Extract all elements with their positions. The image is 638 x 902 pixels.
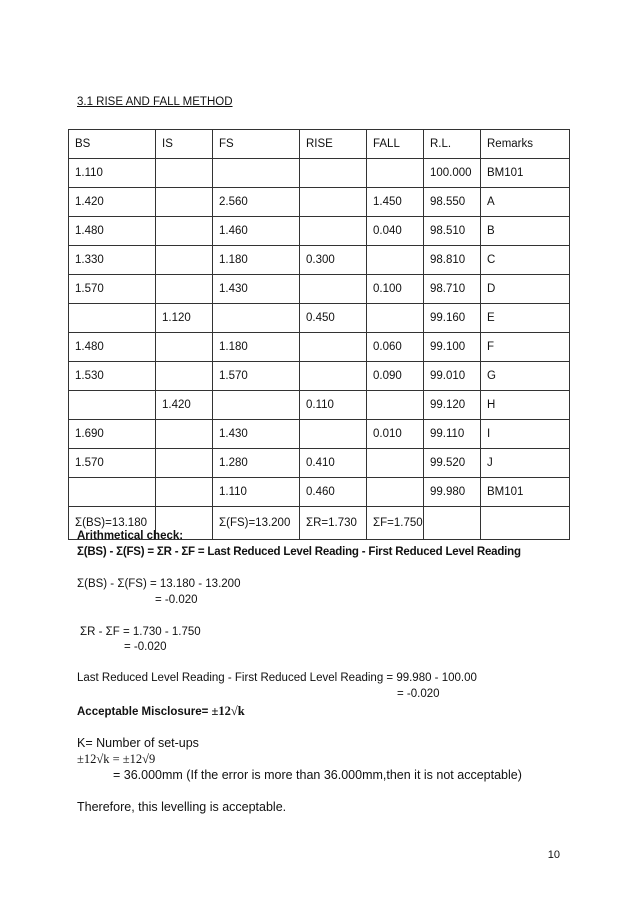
table-cell: 0.110 xyxy=(300,391,367,420)
table-cell: 1.480 xyxy=(69,217,156,246)
table-cell xyxy=(367,159,424,188)
table-cell: 99.160 xyxy=(424,304,481,333)
table-cell xyxy=(69,478,156,507)
table-cell: 1.120 xyxy=(156,304,213,333)
table-cell: 1.330 xyxy=(69,246,156,275)
table-cell xyxy=(156,246,213,275)
table-cell: F xyxy=(481,333,570,362)
table-cell xyxy=(156,275,213,304)
table-cell: FS xyxy=(213,130,300,159)
table-cell xyxy=(69,304,156,333)
table-cell: ΣF=1.750 xyxy=(367,507,424,540)
table-cell xyxy=(156,217,213,246)
table-cell: I xyxy=(481,420,570,449)
k-definition: K= Number of set-ups xyxy=(77,736,199,750)
table-cell xyxy=(300,333,367,362)
table-cell: 99.110 xyxy=(424,420,481,449)
table-cell xyxy=(367,391,424,420)
table-cell: 99.980 xyxy=(424,478,481,507)
table-cell: 2.560 xyxy=(213,188,300,217)
bs-fs-result: = -0.020 xyxy=(155,594,198,606)
reduced-level-result: = -0.020 xyxy=(397,688,440,700)
table-cell: 0.300 xyxy=(300,246,367,275)
table-row xyxy=(69,159,570,188)
table-cell: B xyxy=(481,217,570,246)
table-cell: 1.690 xyxy=(69,420,156,449)
table-cell xyxy=(213,391,300,420)
table-cell xyxy=(156,159,213,188)
table-cell: 99.100 xyxy=(424,333,481,362)
table-cell xyxy=(156,188,213,217)
table-cell: A xyxy=(481,188,570,217)
table-cell: C xyxy=(481,246,570,275)
table-cell: 1.450 xyxy=(367,188,424,217)
table-cell xyxy=(156,420,213,449)
table-cell: FALL xyxy=(367,130,424,159)
table-cell: 0.010 xyxy=(367,420,424,449)
table-row xyxy=(69,333,570,362)
table-cell: BM101 xyxy=(481,478,570,507)
table-cell: 1.420 xyxy=(156,391,213,420)
table-cell: 0.410 xyxy=(300,449,367,478)
result-line: = 36.000mm (If the error is more than 36.000mm,then it is not acceptable) xyxy=(113,768,522,782)
table-cell xyxy=(481,507,570,540)
table-cell: D xyxy=(481,275,570,304)
table-cell: 1.570 xyxy=(213,362,300,391)
table-cell: 1.280 xyxy=(213,449,300,478)
conclusion: Therefore, this levelling is acceptable. xyxy=(77,800,287,814)
table-row xyxy=(69,362,570,391)
table-row xyxy=(69,246,570,275)
table-cell: H xyxy=(481,391,570,420)
table-row xyxy=(69,188,570,217)
table-cell xyxy=(367,478,424,507)
table-cell: RISE xyxy=(300,130,367,159)
table-cell xyxy=(69,391,156,420)
table-cell: Σ(FS)=13.200 xyxy=(213,507,300,540)
table-cell xyxy=(156,362,213,391)
table-cell: R.L. xyxy=(424,130,481,159)
table-cell xyxy=(213,159,300,188)
table-cell: Σ(BS)=13.180 xyxy=(69,507,156,540)
rise-fall-table xyxy=(68,129,570,540)
table-cell: 0.040 xyxy=(367,217,424,246)
table-cell: BS xyxy=(69,130,156,159)
k-calculation: ±12√k = ±12√9 xyxy=(77,752,156,766)
table-cell xyxy=(300,188,367,217)
check-title: Arithmetical check: xyxy=(77,530,184,542)
table-cell xyxy=(156,449,213,478)
rise-fall-line: ΣR - ΣF = 1.730 - 1.750 xyxy=(80,626,201,638)
table-cell xyxy=(300,159,367,188)
table-cell: 1.180 xyxy=(213,246,300,275)
table-cell: 99.120 xyxy=(424,391,481,420)
table-row xyxy=(69,449,570,478)
table-cell xyxy=(300,275,367,304)
table-cell: 1.420 xyxy=(69,188,156,217)
table-cell xyxy=(367,246,424,275)
table-cell: 1.570 xyxy=(69,275,156,304)
table-cell xyxy=(300,217,367,246)
table-cell xyxy=(424,507,481,540)
table-cell: 98.550 xyxy=(424,188,481,217)
table-cell: 1.530 xyxy=(69,362,156,391)
check-formula: Σ(BS) - Σ(FS) = ΣR - ΣF = Last Reduced Level Reading - First Reduced Level Reading xyxy=(77,546,521,558)
table-cell: 1.180 xyxy=(213,333,300,362)
bs-fs-line: Σ(BS) - Σ(FS) = 13.180 - 13.200 xyxy=(77,578,241,590)
table-cell: J xyxy=(481,449,570,478)
misclosure-value: ±12√k xyxy=(211,704,245,718)
table-row xyxy=(69,391,570,420)
table-header-row xyxy=(69,130,570,159)
table-cell: E xyxy=(481,304,570,333)
table-cell: 1.480 xyxy=(69,333,156,362)
table-cell xyxy=(300,420,367,449)
table-cell xyxy=(367,449,424,478)
table-cell: 98.510 xyxy=(424,217,481,246)
table-cell: 1.110 xyxy=(213,478,300,507)
table-cell xyxy=(156,333,213,362)
page-number: 10 xyxy=(547,849,560,861)
table-cell: 99.010 xyxy=(424,362,481,391)
section-title: 3.1 RISE AND FALL METHOD xyxy=(77,96,233,108)
table-cell: 99.520 xyxy=(424,449,481,478)
table-cell xyxy=(156,478,213,507)
table-row xyxy=(69,275,570,304)
table-row xyxy=(69,217,570,246)
table-cell xyxy=(367,304,424,333)
table-cell: 1.430 xyxy=(213,420,300,449)
table-cell: 98.710 xyxy=(424,275,481,304)
table-cell: BM101 xyxy=(481,159,570,188)
table-cell: 0.450 xyxy=(300,304,367,333)
table-cell: 0.100 xyxy=(367,275,424,304)
table-row xyxy=(69,478,570,507)
table-cell: 1.570 xyxy=(69,449,156,478)
table-cell: 100.000 xyxy=(424,159,481,188)
table-cell: 1.430 xyxy=(213,275,300,304)
table-cell xyxy=(300,362,367,391)
misclosure-line xyxy=(77,704,245,719)
table-cell: 98.810 xyxy=(424,246,481,275)
table-cell: 0.090 xyxy=(367,362,424,391)
table-cell: 1.110 xyxy=(69,159,156,188)
table-row xyxy=(69,304,570,333)
rise-fall-result: = -0.020 xyxy=(124,641,167,653)
table-row xyxy=(69,420,570,449)
table-cell: 0.460 xyxy=(300,478,367,507)
table-cell: ΣR=1.730 xyxy=(300,507,367,540)
table-cell: Remarks xyxy=(481,130,570,159)
table-cell xyxy=(213,304,300,333)
misclosure-label: Acceptable Misclosure= xyxy=(77,706,212,718)
table-cell: IS xyxy=(156,130,213,159)
reduced-level-line: Last Reduced Level Reading - First Reduced Level Reading = 99.980 - 100.00 xyxy=(77,672,477,684)
table-cell: G xyxy=(481,362,570,391)
table-cell: 0.060 xyxy=(367,333,424,362)
table-cell: 1.460 xyxy=(213,217,300,246)
